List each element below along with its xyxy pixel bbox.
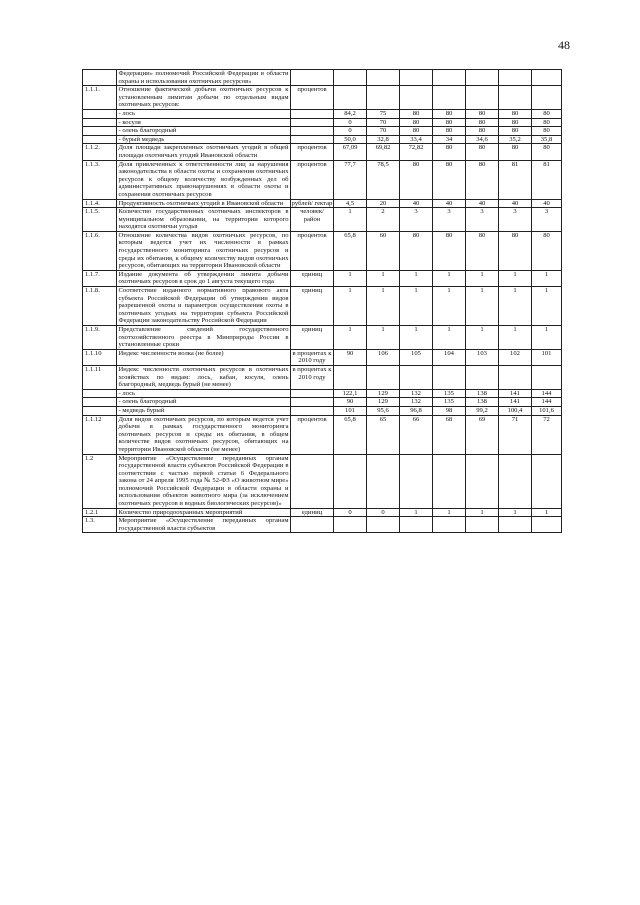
table-row (83, 415, 562, 454)
value-cell: 80 (499, 231, 532, 270)
value-cell (532, 365, 562, 389)
value-cell: 1 (499, 508, 532, 517)
value-cell: 101 (532, 349, 562, 365)
value-cell: 135 (433, 389, 466, 398)
value-cell: 141 (499, 389, 532, 398)
value-cell (532, 454, 562, 508)
value-cell: 95,6 (367, 406, 400, 415)
indicator-name-cell: Продуктивность охотничьих угодий в Ивановской области (117, 199, 291, 208)
value-cell (334, 517, 367, 533)
value-cell: 69,82 (367, 144, 400, 160)
unit-cell (291, 70, 334, 86)
value-cell (466, 365, 499, 389)
value-cell: 80 (499, 127, 532, 136)
value-cell: 69 (466, 415, 499, 454)
value-cell: 1 (532, 287, 562, 326)
unit-cell (291, 389, 334, 398)
value-cell: 67,09 (334, 144, 367, 160)
value-cell (367, 517, 400, 533)
value-cell (532, 517, 562, 533)
value-cell: 40 (400, 199, 433, 208)
value-cell: 80 (499, 144, 532, 160)
indicator-name-cell: Мероприятие «Осуществление переданных органам государственной власти субъектов (118, 517, 289, 532)
table-row (83, 389, 562, 398)
value-cell (334, 70, 367, 86)
indicator-name-cell: - медведь бурый (117, 406, 291, 415)
value-cell: 68 (433, 415, 466, 454)
row-code-cell (83, 109, 117, 118)
row-code-cell (83, 398, 117, 407)
table-row (83, 86, 562, 110)
value-cell: 3 (466, 208, 499, 232)
row-code-cell: 1.1.1. (83, 86, 117, 110)
value-cell: 40 (499, 199, 532, 208)
page-number: 48 (558, 38, 570, 52)
table-row (83, 508, 562, 517)
value-cell: 141 (499, 398, 532, 407)
value-cell: 1 (433, 326, 466, 350)
value-cell: 80 (400, 118, 433, 127)
value-cell (400, 365, 433, 389)
value-cell (499, 517, 532, 533)
value-cell: 2 (367, 208, 400, 232)
value-cell (532, 70, 562, 86)
unit-cell (291, 118, 334, 127)
table-row (83, 231, 562, 270)
table-row (83, 118, 562, 127)
value-cell: 0 (334, 508, 367, 517)
indicator-name-cell: Индекс численности волка (не более) (117, 349, 291, 365)
value-cell: 80 (433, 231, 466, 270)
row-code-cell (83, 135, 117, 144)
value-cell: 81 (499, 160, 532, 199)
value-cell: 80 (532, 231, 562, 270)
row-code-cell: 1.1.3. (83, 160, 117, 199)
value-cell: 1 (499, 326, 532, 350)
value-cell: 1 (532, 270, 562, 286)
table-row (83, 454, 562, 508)
table-row (83, 199, 562, 208)
value-cell: 80 (532, 118, 562, 127)
value-cell: 1 (466, 287, 499, 326)
indicator-name-cell: Доля привлеченных к ответственности лиц за нарушения законодательства в области охоты и сохранения охотничьих ресурсов к общему количеству возбужденных дел об административных правонарушениях в области охоты и сохранения охотничьих ресурсов (118, 160, 289, 198)
value-cell (367, 365, 400, 389)
value-cell: 1 (499, 270, 532, 286)
indicator-name-cell: - косуля (117, 118, 291, 127)
value-cell: 65 (367, 415, 400, 454)
unit-cell: единиц (291, 508, 334, 517)
value-cell: 35,8 (532, 135, 562, 144)
value-cell (466, 70, 499, 86)
value-cell: 80 (499, 118, 532, 127)
value-cell (499, 70, 532, 86)
value-cell: 70 (367, 118, 400, 127)
value-cell: 0 (334, 127, 367, 136)
table-row (83, 349, 562, 365)
value-cell: 135 (433, 398, 466, 407)
value-cell: 80 (400, 231, 433, 270)
value-cell: 3 (400, 208, 433, 232)
value-cell: 129 (367, 389, 400, 398)
table-row (83, 406, 562, 415)
table-row (83, 326, 562, 350)
row-code-cell (83, 389, 117, 398)
row-code-cell: 1.1.9. (83, 326, 117, 350)
value-cell: 106 (367, 349, 400, 365)
table-row (83, 270, 562, 286)
value-cell: 0 (334, 118, 367, 127)
unit-cell: процентов (291, 231, 334, 270)
indicator-name-cell: Доля видов охотничьих ресурсов, по которым ведется учет добычи в рамках государственного мониторинга охотничьих ресурсов и среды их обитания, в общем количестве видов охотничьих ресурсов, обитающих на территории Ивановской области (не менее) (118, 415, 289, 453)
indicator-name-cell: Федерации» полномочий Российской Федерации в области охраны и использования охотничьих ресурсов» (118, 70, 289, 85)
value-cell: 1 (400, 326, 433, 350)
value-cell (400, 517, 433, 533)
indicator-name-cell: - лось (117, 389, 291, 398)
row-code-cell: 1.1.11 (83, 365, 117, 389)
value-cell: 144 (532, 389, 562, 398)
value-cell: 80 (433, 109, 466, 118)
value-cell (532, 86, 562, 110)
value-cell: 99,2 (466, 406, 499, 415)
value-cell: 122,1 (334, 389, 367, 398)
value-cell (466, 517, 499, 533)
value-cell: 80 (499, 109, 532, 118)
unit-cell: рублей/ гектар (291, 199, 333, 207)
value-cell: 80 (400, 127, 433, 136)
value-cell: 80 (532, 144, 562, 160)
value-cell: 81 (532, 160, 562, 199)
value-cell: 50,0 (334, 135, 367, 144)
value-cell: 33,4 (400, 135, 433, 144)
row-code-cell (83, 70, 117, 86)
value-cell: 1 (334, 287, 367, 326)
unit-cell: в процентах к 2010 году (291, 349, 334, 365)
value-cell: 80 (466, 118, 499, 127)
value-cell: 132 (400, 398, 433, 407)
table-row (83, 517, 562, 533)
value-cell: 102 (499, 349, 532, 365)
row-code-cell: 1.3. (83, 517, 117, 533)
value-cell: 66 (400, 415, 433, 454)
value-cell: 34,6 (466, 135, 499, 144)
indicator-name-cell: Количество природоохранных мероприятий (117, 508, 291, 517)
value-cell: 80 (433, 118, 466, 127)
value-cell (367, 86, 400, 110)
value-cell: 40 (466, 199, 499, 208)
value-cell (367, 454, 400, 508)
value-cell (400, 86, 433, 110)
indicator-name-cell: Соответствие изданного нормативного правового акта субъекта Российской Федерации об утверждении видов разрешенной охоты и параметров осуществления охоты в охотничьих угодьях на территории субъекта Российской Федерации законодательству Российской Федерации (118, 287, 289, 325)
value-cell: 1 (466, 508, 499, 517)
value-cell: 0 (367, 508, 400, 517)
value-cell (499, 365, 532, 389)
row-code-cell: 1.1.8. (83, 287, 117, 326)
value-cell: 101 (334, 406, 367, 415)
value-cell: 80 (466, 144, 499, 160)
value-cell: 1 (400, 287, 433, 326)
unit-cell: человек/ район (291, 208, 334, 232)
row-code-cell: 1.1.6. (83, 231, 117, 270)
value-cell: 80 (433, 160, 466, 199)
value-cell: 80 (400, 160, 433, 199)
table-row (83, 70, 562, 86)
value-cell (466, 454, 499, 508)
value-cell: 80 (466, 160, 499, 199)
value-cell (433, 86, 466, 110)
value-cell: 1 (433, 287, 466, 326)
unit-cell (291, 127, 334, 136)
value-cell: 80 (466, 109, 499, 118)
indicator-name-cell: Мероприятие «Осуществление переданных органам государственной власти субъектов Российской Федерации в соответствии с частью первой статьи 6 Федерального закона от 24 апреля 1995 года № 52-ФЗ «О животном мире» полномочий Российской Федерации в области охраны и использования объектов животного мира (за исключением охотничьих ресурсов и водных биологических ресурсов)» (118, 454, 289, 508)
value-cell: 1 (334, 208, 367, 232)
value-cell: 4,5 (334, 199, 367, 208)
value-cell: 96,8 (400, 406, 433, 415)
table-row (83, 127, 562, 136)
unit-cell (291, 398, 334, 407)
value-cell: 1 (367, 270, 400, 286)
value-cell: 65,8 (334, 415, 367, 454)
value-cell (367, 70, 400, 86)
value-cell: 75 (367, 109, 400, 118)
value-cell: 1 (433, 508, 466, 517)
value-cell: 90 (334, 398, 367, 407)
value-cell: 35,2 (499, 135, 532, 144)
value-cell: 1 (334, 326, 367, 350)
value-cell: 1 (367, 326, 400, 350)
row-code-cell: 1.2 (83, 454, 117, 508)
value-cell: 101,6 (532, 406, 562, 415)
row-code-cell (83, 118, 117, 127)
value-cell: 90 (334, 349, 367, 365)
value-cell: 3 (499, 208, 532, 232)
value-cell: 80 (433, 127, 466, 136)
value-cell: 71 (499, 415, 532, 454)
value-cell: 80 (466, 231, 499, 270)
indicator-name-cell: - лось (117, 109, 291, 118)
value-cell: 20 (367, 199, 400, 208)
value-cell: 84,2 (334, 109, 367, 118)
value-cell: 70 (367, 127, 400, 136)
value-cell (433, 454, 466, 508)
indicator-name-cell: Количество государственных охотничьих инспекторов в муниципальном образовании, на территории которого находятся охотничьи угодья (118, 208, 289, 231)
table-row (83, 160, 562, 199)
indicator-name-cell: - олень благородный (117, 127, 291, 136)
value-cell: 105 (400, 349, 433, 365)
value-cell: 1 (367, 287, 400, 326)
value-cell: 138 (466, 398, 499, 407)
value-cell: 104 (433, 349, 466, 365)
value-cell: 72,82 (400, 144, 433, 160)
value-cell: 80 (433, 144, 466, 160)
row-code-cell: 1.1.12 (83, 415, 117, 454)
indicator-name-cell: Отношение фактической добычи охотничьих ресурсов к установленным лимитам добычи по отдельным видам охотничьих ресурсов: (118, 86, 289, 109)
indicator-name-cell: Представление сведений государственного охотхозяйственного реестра в Минприроды России в установленные сроки (118, 326, 289, 349)
unit-cell: единиц (291, 326, 334, 350)
value-cell: 103 (466, 349, 499, 365)
value-cell (334, 86, 367, 110)
table-body (83, 70, 562, 533)
row-code-cell: 1.1.7. (83, 270, 117, 286)
table-row (83, 135, 562, 144)
unit-cell: процентов (291, 160, 334, 199)
table-row (83, 287, 562, 326)
value-cell (499, 454, 532, 508)
indicators-table (82, 69, 562, 533)
value-cell: 1 (466, 270, 499, 286)
indicator-name-cell: - бурый медведь (117, 135, 291, 144)
indicator-name-cell: Издание документа об утверждении лимита добычи охотничьих ресурсов в срок до 1 августа текущего года (118, 270, 289, 286)
value-cell (433, 70, 466, 86)
row-code-cell (83, 127, 117, 136)
value-cell: 98 (433, 406, 466, 415)
unit-cell (291, 517, 334, 533)
value-cell: 3 (433, 208, 466, 232)
value-cell: 144 (532, 398, 562, 407)
unit-cell (291, 109, 334, 118)
value-cell (466, 86, 499, 110)
value-cell: 65,8 (334, 231, 367, 270)
value-cell (400, 454, 433, 508)
row-code-cell: 1.1.4. (83, 199, 117, 208)
unit-cell: единиц (291, 287, 334, 326)
value-cell: 80 (532, 109, 562, 118)
table-row (83, 144, 562, 160)
value-cell: 132 (400, 389, 433, 398)
value-cell: 1 (400, 270, 433, 286)
indicator-name-cell: Индекс численности охотничьих ресурсов в охотничьих хозяйствах по видам: лось, кабан, косуля, олень благородный, медведь бурый (не менее) (118, 365, 289, 389)
table-row (83, 208, 562, 232)
unit-cell: единиц (291, 270, 334, 286)
value-cell: 1 (532, 508, 562, 517)
row-code-cell: 1.2.1 (83, 508, 117, 517)
value-cell: 77,7 (334, 160, 367, 199)
value-cell: 72 (532, 415, 562, 454)
value-cell: 40 (532, 199, 562, 208)
value-cell: 80 (466, 127, 499, 136)
value-cell (400, 70, 433, 86)
value-cell (433, 365, 466, 389)
table-row (83, 398, 562, 407)
value-cell: 32,8 (367, 135, 400, 144)
unit-cell (291, 406, 334, 415)
value-cell: 1 (334, 270, 367, 286)
table-row (83, 365, 562, 389)
value-cell: 1 (499, 287, 532, 326)
value-cell: 80 (400, 109, 433, 118)
value-cell: 1 (532, 326, 562, 350)
value-cell (433, 517, 466, 533)
value-cell: 80 (532, 127, 562, 136)
indicator-name-cell: - олень благородный (117, 398, 291, 407)
indicator-name-cell: Доля площади закрепленных охотничьих угодий в общей площади охотничьих угодий Ивановской области (118, 144, 289, 159)
value-cell: 3 (532, 208, 562, 232)
unit-cell (291, 135, 334, 144)
value-cell (334, 365, 367, 389)
table-row (83, 109, 562, 118)
unit-cell: процентов (291, 415, 334, 454)
value-cell: 78,5 (367, 160, 400, 199)
value-cell (334, 454, 367, 508)
value-cell (499, 86, 532, 110)
indicator-name-cell: Отношение количества видов охотничьих ресурсов, по которым ведется учет их численности в рамках государственного мониторинга охотничьих ресурсов и среды их обитания, к общему количеству видов охотничьих ресурсов, обитающих на территории Ивановской области (118, 231, 289, 270)
value-cell: 1 (433, 270, 466, 286)
value-cell: 40 (433, 199, 466, 208)
value-cell: 129 (367, 398, 400, 407)
unit-cell: процентов (291, 144, 334, 160)
row-code-cell: 1.1.2. (83, 144, 117, 160)
unit-cell: в процентах к 2010 году (291, 365, 334, 389)
value-cell: 1 (400, 508, 433, 517)
unit-cell: процентов (291, 86, 334, 110)
value-cell: 138 (466, 389, 499, 398)
value-cell: 100,4 (499, 406, 532, 415)
row-code-cell (83, 406, 117, 415)
value-cell: 1 (466, 326, 499, 350)
unit-cell (291, 454, 334, 508)
value-cell: 60 (367, 231, 400, 270)
value-cell: 34 (433, 135, 466, 144)
row-code-cell: 1.1.5. (83, 208, 117, 232)
row-code-cell: 1.1.10 (83, 349, 117, 365)
